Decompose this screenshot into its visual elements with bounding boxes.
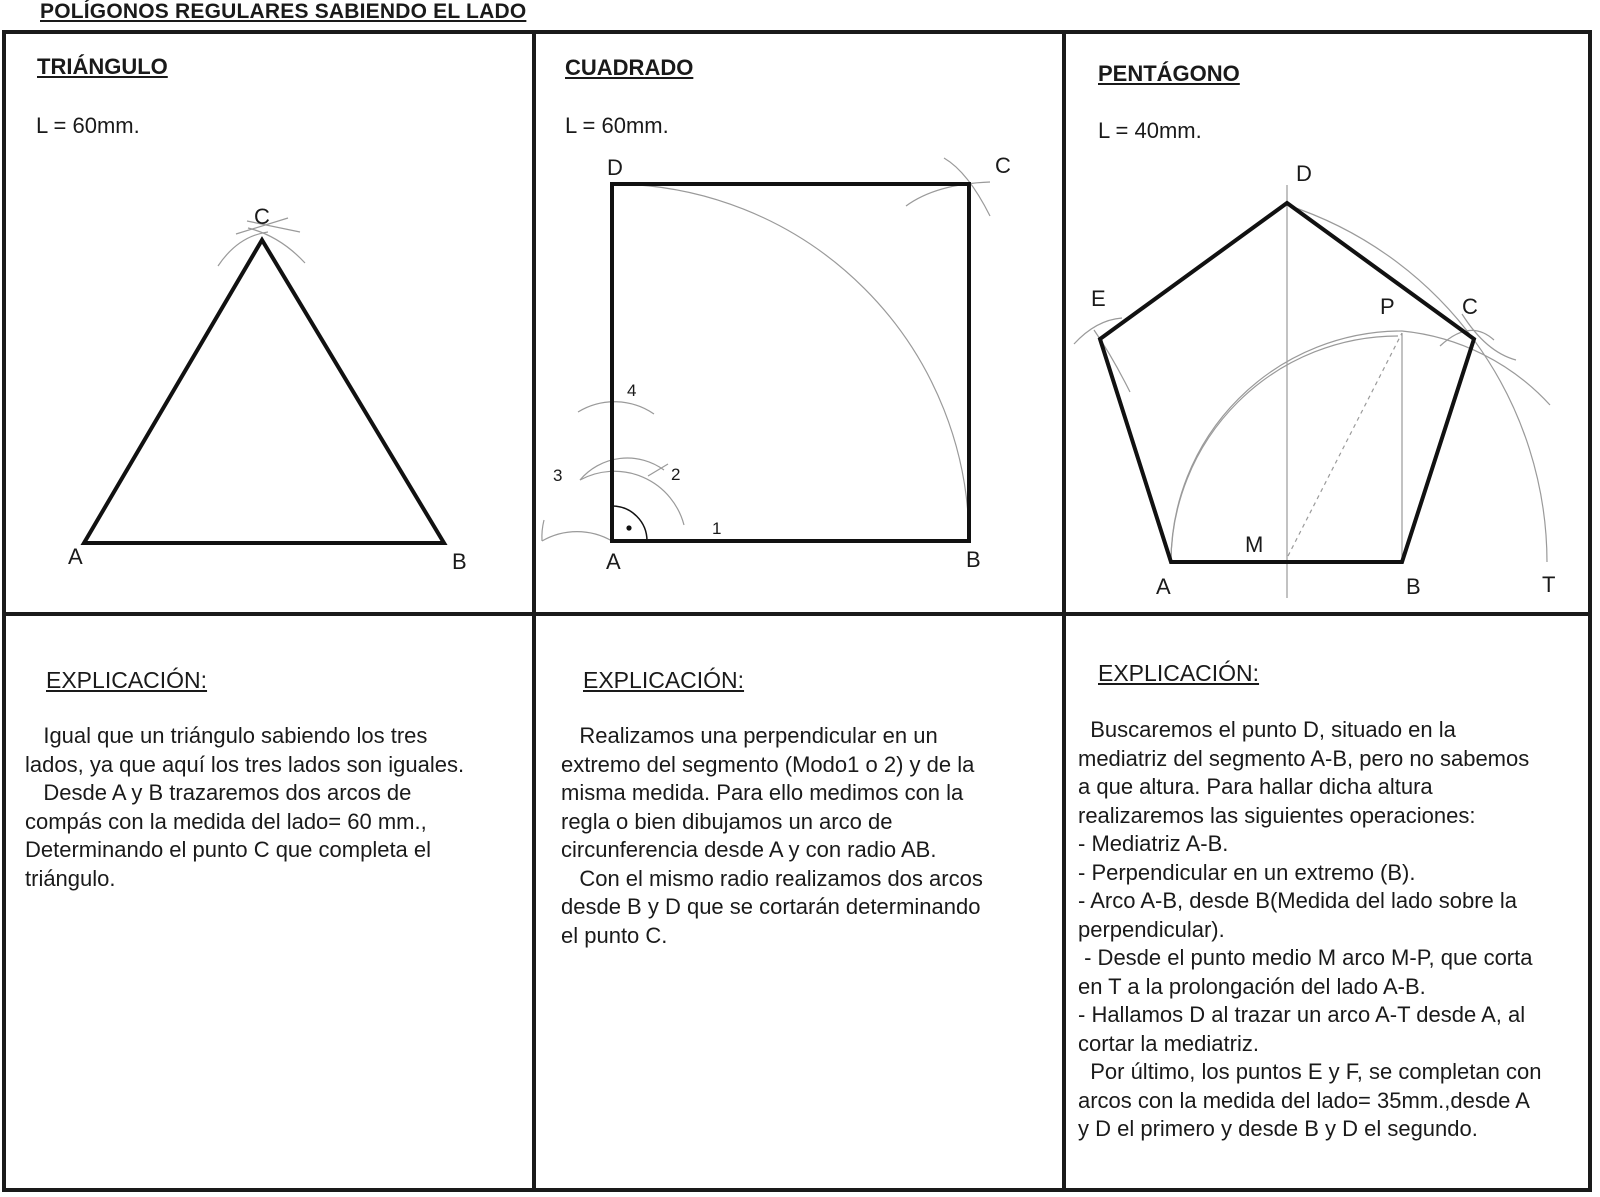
- triangle-label-b: B: [452, 549, 467, 574]
- triangle-explanation: [25, 722, 525, 893]
- square-explanation-title: EXPLICACIÓN:: [583, 667, 745, 693]
- square-label-1: 1: [712, 519, 722, 538]
- square-arc-3: [580, 458, 664, 480]
- triangle-heading: TRIÁNGULO: [37, 54, 168, 79]
- explanation-line: realizaremos las siguientes operaciones:: [1078, 802, 1476, 828]
- square-side-length: L = 60mm.: [565, 113, 669, 138]
- square-label-c: C: [995, 153, 1011, 178]
- triangle-shape: [84, 240, 444, 543]
- pentagon-explanation-title: EXPLICACIÓN:: [1098, 660, 1260, 686]
- explanation-line: - Perpendicular en un extremo (B).: [1078, 859, 1416, 885]
- square-label-b: B: [966, 547, 981, 572]
- square-label-2: 2: [671, 465, 681, 484]
- pentagon-dashed-mp: [1288, 333, 1402, 556]
- explanation-line: cortar la mediatriz.: [1078, 1030, 1259, 1056]
- explanation-line: misma medida. Para ello medimos con la: [561, 780, 964, 805]
- triangle-side-length: L = 60mm.: [36, 113, 140, 138]
- pentagon-label-a: A: [1156, 574, 1171, 599]
- explanation-line: - Mediatriz A-B.: [1078, 831, 1229, 856]
- explanation-line: perpendicular).: [1078, 916, 1225, 942]
- pentagon-heading: PENTÁGONO: [1098, 61, 1240, 86]
- triangle-arc-from-a: [218, 232, 268, 266]
- triangle-label-c: C: [254, 204, 270, 229]
- explanation-line: Igual que un triángulo sabiendo los tres: [25, 723, 428, 748]
- square-label-d: D: [607, 155, 623, 180]
- pentagon-side-length: L = 40mm.: [1098, 118, 1202, 143]
- explanation-line: Desde A y B trazaremos dos arcos de: [25, 780, 412, 805]
- triangle-explanation-title: EXPLICACIÓN:: [46, 667, 208, 693]
- square-explanation: [561, 722, 1056, 950]
- explanation-line: Con el mismo radio realizamos dos arcos: [561, 865, 983, 891]
- pentagon-arc-at: [1287, 205, 1547, 562]
- explanation-line: y D el primero y desde B y D el segundo.: [1078, 1116, 1478, 1141]
- square-arc-2: [580, 471, 684, 525]
- explanation-line: triángulo.: [25, 865, 116, 891]
- explanation-line: Por último, los puntos E y F, se completan con: [1078, 1059, 1542, 1084]
- explanation-line: desde B y D que se cortarán determinando: [561, 894, 981, 919]
- pentagon-label-c: C: [1462, 294, 1478, 319]
- explanation-line: Buscaremos el punto D, situado en la: [1078, 717, 1456, 742]
- square-arc-4: [578, 402, 654, 414]
- explanation-line: mediatriz del segmento A-B, pero no sabemos: [1078, 745, 1530, 771]
- square-heading: CUADRADO: [565, 55, 694, 80]
- pentagon-label-b: B: [1406, 574, 1421, 599]
- pentagon-explanation: [1078, 716, 1583, 1144]
- explanation-line: Determinando el punto C que completa el: [25, 837, 432, 862]
- explanation-line: compás con la medida del lado= 60 mm.,: [25, 808, 427, 834]
- square-arc-1: [542, 532, 612, 541]
- explanation-line: extremo del segmento (Modo1 o 2) y de la: [561, 751, 975, 777]
- explanation-line: - Desde el punto medio M arco M-P, que corta: [1078, 945, 1533, 970]
- square-label-4: 4: [627, 381, 637, 400]
- pentagon-label-e: E: [1091, 286, 1106, 311]
- triangle-label-a: A: [68, 544, 83, 569]
- square-label-3: 3: [553, 466, 563, 485]
- square-label-a: A: [606, 549, 621, 574]
- right-angle-mark: [612, 506, 647, 541]
- right-angle-dot: [626, 525, 631, 530]
- explanation-line: a que altura. Para hallar dicha altura: [1078, 774, 1433, 799]
- pentagon-arc-e: [1074, 318, 1122, 344]
- explanation-line: regla o bien dibujamos un arco de: [561, 808, 893, 834]
- explanation-line: - Arco A-B, desde B(Medida del lado sobre la: [1078, 888, 1518, 913]
- explanation-line: Realizamos una perpendicular en un: [561, 723, 938, 748]
- explanation-line: circunferencia desde A y con radio AB.: [561, 837, 937, 862]
- explanation-line: en T a la prolongación del lado A-B.: [1078, 973, 1426, 999]
- pentagon-label-t: T: [1542, 572, 1556, 597]
- pentagon-label-p: P: [1380, 294, 1395, 319]
- pentagon-label-m: M: [1245, 532, 1264, 557]
- explanation-line: - Hallamos D al trazar un arco A-T desde A, al: [1078, 1002, 1526, 1027]
- square-arc-1b: [542, 520, 544, 541]
- explanation-line: lados, ya que aquí los tres lados son iguales.: [25, 751, 465, 777]
- pentagon-label-d: D: [1296, 161, 1312, 186]
- pentagon-arc-mp: [1171, 336, 1398, 562]
- explanation-line: arcos con la medida del lado= 35mm.,desde A: [1078, 1087, 1530, 1113]
- square-shape: [612, 184, 969, 541]
- page-title: POLÍGONOS REGULARES SABIENDO EL LADO: [40, 0, 527, 23]
- explanation-line: el punto C.: [561, 922, 668, 948]
- square-arc-ab: [612, 184, 969, 541]
